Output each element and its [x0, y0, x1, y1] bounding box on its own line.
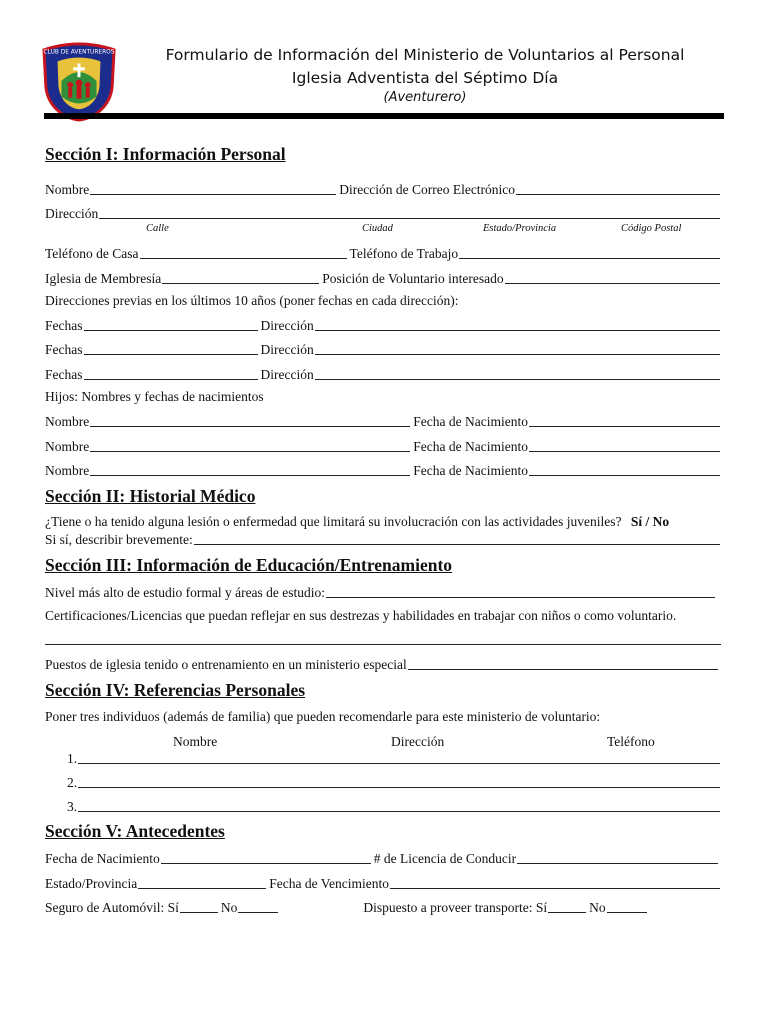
field-correo[interactable] [516, 182, 720, 195]
label-tel-casa: Teléfono de Casa [45, 246, 139, 261]
label-ref-1: 1. [67, 751, 78, 766]
field-tel-trabajo[interactable] [459, 246, 720, 259]
label-fecha-nacimiento-bg: Fecha de Nacimiento [45, 851, 160, 866]
label-fechas: Fechas [45, 367, 83, 382]
label-transporte-no: No [589, 900, 606, 915]
label-describir: Si sí, describir brevemente: [45, 532, 193, 547]
row-fechas-2 [45, 340, 723, 358]
field-transporte-no[interactable] [607, 900, 647, 913]
label-tel-trabajo: Teléfono de Trabajo [349, 246, 459, 261]
row-seguro-transporte [45, 898, 723, 916]
label-iglesia: Iglesia de Membresía [45, 271, 162, 286]
field-estado-provincia[interactable] [138, 876, 266, 889]
field-iglesia[interactable] [162, 271, 319, 284]
text-direcciones-previas: Direcciones previas en los últimos 10 años (poner fechas en cada dirección): [45, 293, 459, 308]
row-iglesia [45, 269, 723, 287]
row-fechas-1 [45, 316, 723, 334]
question-lesion: ¿Tiene o ha tenido alguna lesión o enfermedad que limitará su involucración con las actividades juveniles? [45, 514, 622, 529]
field-describir[interactable] [194, 532, 720, 545]
row-direccion [45, 204, 723, 222]
row-puestos [45, 655, 723, 673]
label-licencia: # de Licencia de Conducir [373, 851, 517, 866]
label-nombre: Nombre [45, 182, 90, 197]
hint-codigo: Código Postal [621, 223, 682, 234]
label-seguro-si: Seguro de Automóvil: Sí [45, 900, 179, 915]
label-direccion-previa: Dirección [260, 367, 314, 382]
field-fechas-1[interactable] [84, 318, 258, 331]
field-fechas-2[interactable] [84, 342, 258, 355]
club-logo [40, 42, 118, 122]
section-5-title: Sección V: Antecedentes [45, 821, 225, 841]
row-nacimiento-licencia [45, 849, 723, 867]
text-lesion [45, 514, 669, 530]
field-nombre-hijo-3[interactable] [90, 463, 410, 476]
row-nivel [45, 583, 723, 601]
field-referencia-3[interactable] [78, 799, 720, 812]
label-nivel-estudio: Nivel más alto de estudio formal y áreas de estudio: [45, 585, 326, 600]
label-direccion-previa: Dirección [260, 318, 314, 333]
field-seguro-si[interactable] [180, 900, 218, 913]
label-direccion-previa: Dirección [260, 342, 314, 357]
field-nivel-estudio[interactable] [326, 585, 715, 598]
section-1-title: Sección I: Información Personal [45, 144, 286, 164]
field-referencia-2[interactable] [78, 775, 720, 788]
text-certificaciones: Certificaciones/Licencias que puedan reflejar en sus destrezas y habilidades en trabajar con niños o como voluntario. [45, 608, 677, 623]
label-estado-provincia: Estado/Provincia [45, 876, 138, 891]
field-fecha-hijo-3[interactable] [529, 463, 720, 476]
label-seguro-no: No [220, 900, 238, 915]
row-referencia-2 [67, 773, 723, 791]
row-nombre-correo [45, 180, 723, 198]
field-licencia[interactable] [517, 851, 718, 864]
section-3-title: Sección III: Información de Educación/Entrenamiento [45, 555, 453, 575]
label-direccion: Dirección [45, 206, 99, 221]
form-title: Formulario de Información del Ministerio de Voluntarios al Personal [165, 46, 685, 64]
row-telefonos [45, 244, 723, 262]
option-si-no[interactable]: Sí / No [630, 514, 670, 529]
field-nombre[interactable] [90, 182, 336, 195]
field-fecha-hijo-1[interactable] [529, 414, 720, 427]
svg-text:CLUB DE AVENTUREROS: CLUB DE AVENTUREROS [43, 49, 115, 56]
col-direccion: Dirección [391, 734, 445, 749]
row-hijo-3 [45, 461, 723, 479]
form-header [0, 0, 768, 120]
row-referencia-1 [67, 749, 723, 767]
label-ref-3: 3. [67, 799, 78, 814]
church-name: Iglesia Adventista del Séptimo Día [291, 69, 559, 87]
text-hijos: Hijos: Nombres y fechas de nacimientos [45, 389, 264, 404]
hint-ciudad: Ciudad [362, 223, 393, 234]
row-hijo-2 [45, 437, 723, 455]
row-estado-vencimiento [45, 874, 723, 892]
label-nombre-hijo: Nombre [45, 463, 90, 478]
field-direccion-previa-3[interactable] [315, 367, 720, 380]
label-transporte-si: Dispuesto a proveer transporte: Sí [363, 900, 548, 915]
field-tel-casa[interactable] [140, 246, 347, 259]
label-nombre-hijo: Nombre [45, 414, 90, 429]
section-2-title: Sección II: Historial Médico [45, 486, 256, 506]
label-fecha-nacimiento: Fecha de Nacimiento [413, 463, 528, 478]
label-fecha-nacimiento: Fecha de Nacimiento [413, 414, 528, 429]
field-direccion[interactable] [99, 206, 720, 219]
field-fecha-nacimiento-bg[interactable] [161, 851, 371, 864]
text-referencias-intro: Poner tres individuos (además de familia) que pueden recomendarle para este ministerio de voluntario: [45, 709, 601, 724]
field-certificaciones[interactable] [45, 629, 721, 645]
label-puestos-iglesia: Puestos de iglesia tenido o entrenamiento en un ministerio especial [45, 657, 407, 672]
field-transporte-si[interactable] [548, 900, 586, 913]
col-nombre: Nombre [173, 734, 218, 749]
row-fechas-3 [45, 365, 723, 383]
label-fechas: Fechas [45, 318, 83, 333]
field-nombre-hijo-2[interactable] [90, 439, 410, 452]
label-correo: Dirección de Correo Electrónico [339, 182, 516, 197]
col-telefono: Teléfono [607, 734, 655, 749]
label-ref-2: 2. [67, 775, 78, 790]
label-nombre-hijo: Nombre [45, 439, 90, 454]
field-fechas-3[interactable] [84, 367, 258, 380]
hint-estado: Estado/Provincia [483, 223, 557, 234]
field-direccion-previa-2[interactable] [315, 342, 720, 355]
form-subtitle: (Aventurero) [383, 90, 467, 105]
field-puestos-iglesia[interactable] [408, 657, 718, 670]
field-nombre-hijo-1[interactable] [90, 414, 410, 427]
section-4-title: Sección IV: Referencias Personales [45, 680, 306, 700]
row-referencia-3 [67, 797, 723, 815]
label-vencimiento: Fecha de Vencimiento [269, 876, 389, 891]
label-fechas: Fechas [45, 342, 83, 357]
row-describir [45, 530, 723, 548]
field-referencia-1[interactable] [78, 751, 720, 764]
field-posicion[interactable] [505, 271, 720, 284]
field-seguro-no[interactable] [238, 900, 278, 913]
field-vencimiento[interactable] [390, 876, 720, 889]
label-posicion: Posición de Voluntario interesado [322, 271, 504, 286]
field-direccion-previa-1[interactable] [315, 318, 720, 331]
label-fecha-nacimiento: Fecha de Nacimiento [413, 439, 528, 454]
field-fecha-hijo-2[interactable] [529, 439, 720, 452]
hint-calle: Calle [146, 223, 169, 234]
row-hijo-1 [45, 412, 723, 430]
header-rule [44, 113, 724, 119]
